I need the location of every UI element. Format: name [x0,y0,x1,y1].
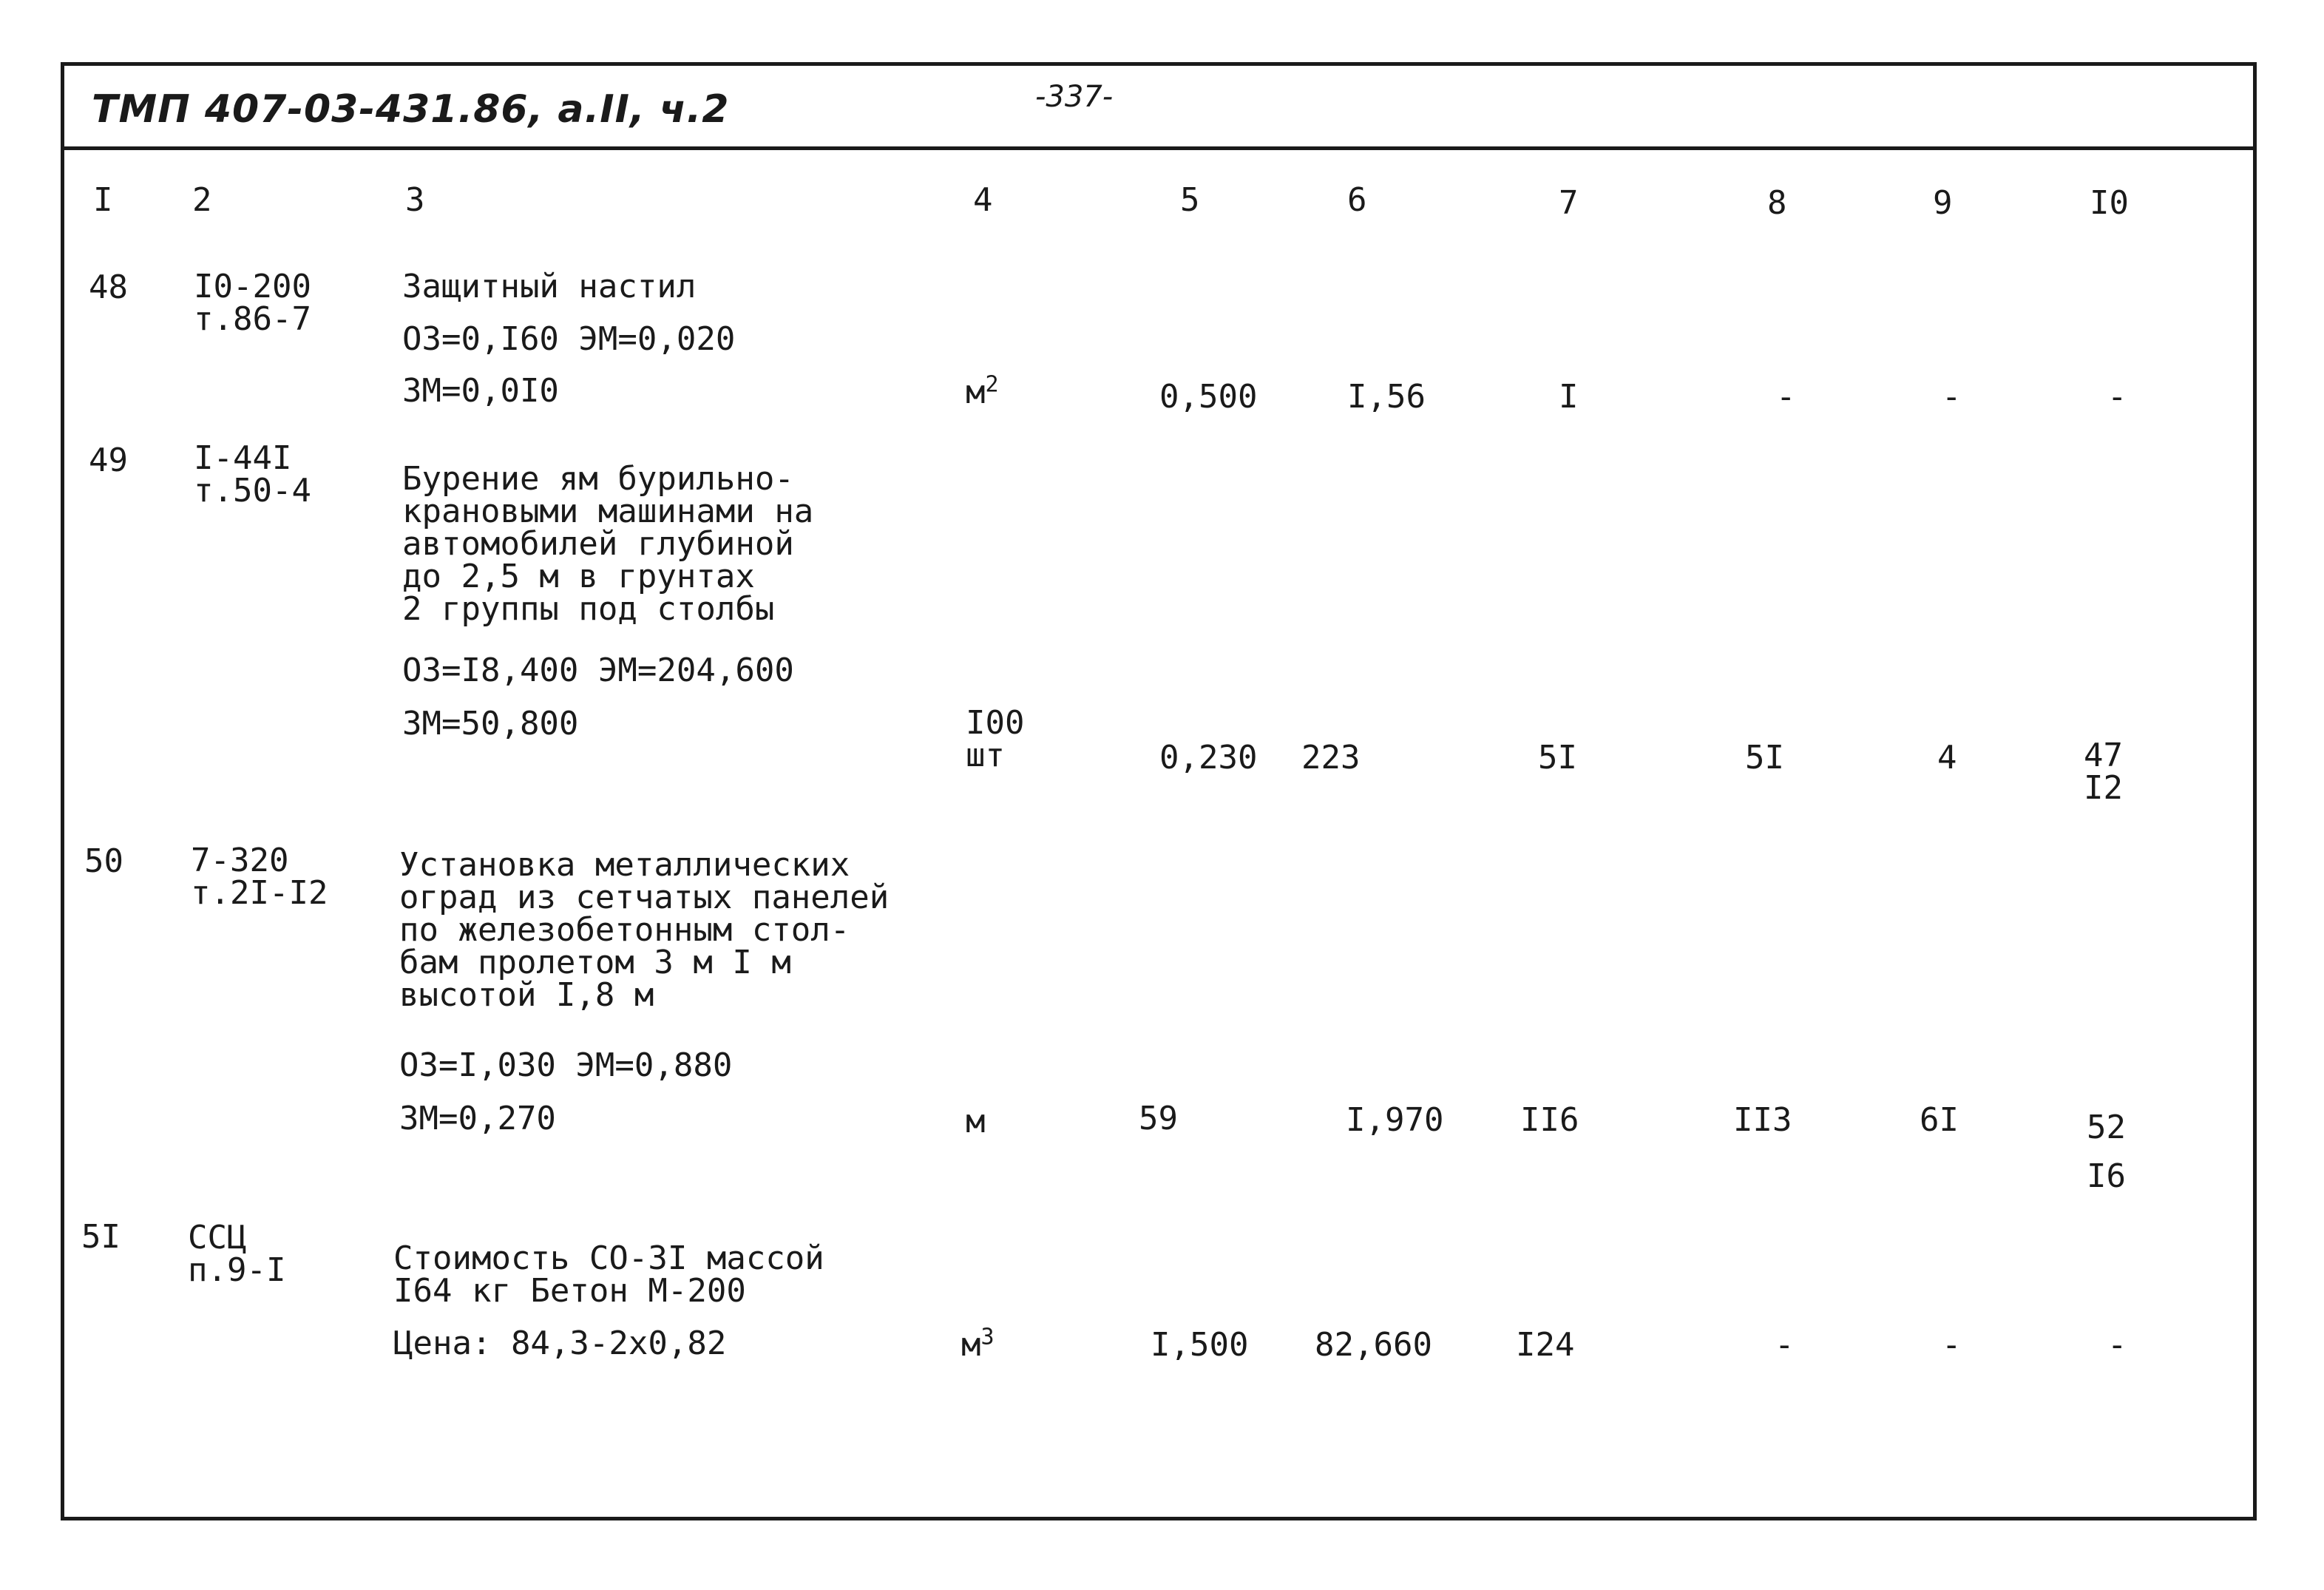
column-10-value: - [2107,378,2127,416]
wage-parameter: ЗМ=0,0I0 [402,372,559,410]
column-header-5: 5 [1180,181,1200,219]
unit-of-measure [966,371,999,411]
work-description: Защитный настил [402,268,697,305]
quantity: 0,500 [1159,378,1258,416]
work-description: Установка металлических оград из сетчатых панелей по железобетонным стол- бам пролетом 3 м I м высотой I,8 м [399,846,890,1014]
column-9-value: - [1942,378,1962,416]
page-frame [61,62,2257,1520]
norm-code: I0-200 т.86-7 [194,268,311,338]
norm-code: I-44I т.50-4 [194,439,311,510]
total-cost: 5I [1538,739,1577,777]
column-header-1: I [93,181,113,219]
quantity: 0,230 [1159,739,1258,777]
column-header-8: 8 [1767,184,1787,222]
column-header-7: 7 [1559,184,1579,222]
page-number: -337- [1035,80,1114,114]
unit-price: I,970 [1346,1101,1444,1139]
norm-code: ССЦ п.9-I [188,1219,286,1289]
labor-parameters: ОЗ=I,030 ЭМ=0,880 [399,1046,733,1084]
work-description: Бурение ям бурильно- крановыми машинами на автомобилей глубиной до 2,5 м в грунтах 2 группы под столбы [402,460,814,628]
unit-base: м [961,1326,981,1364]
unit-price: I,56 [1347,378,1426,416]
total-cost: II6 [1520,1101,1579,1139]
wage-parameter: ЗМ=0,270 [399,1100,556,1137]
unit-exponent: 2 [985,371,999,398]
unit-price: 223 [1301,739,1361,777]
unit-of-measure: I00 шт [966,704,1025,774]
unit-of-measure [961,1324,995,1364]
norm-code: 7-320 т.2I-I2 [191,842,328,912]
column-10-value: 47 I2 [2084,737,2123,807]
row-number: 5I [81,1218,121,1256]
labor-parameters: ОЗ=0,I60 ЭМ=0,020 [402,320,736,358]
header-divider [61,146,2257,150]
row-number: 50 [84,842,123,880]
column-header-4: 4 [973,181,993,219]
quantity: 59 [1139,1100,1178,1137]
column-10-value: - [2107,1326,2127,1364]
column-8-value: II3 [1733,1101,1792,1139]
column-header-9: 9 [1933,184,1953,222]
column-8-value: 5I [1745,739,1784,777]
column-header-3: 3 [405,181,425,219]
unit-price: 82,660 [1315,1326,1432,1364]
column-10-value: 52 I6 [2087,1109,2126,1195]
price-formula: Цена: 84,3-2х0,82 [393,1325,727,1362]
total-cost: I24 [1516,1326,1575,1364]
wage-parameter: ЗМ=50,800 [402,705,579,742]
row-number: 49 [89,442,128,479]
column-8-value: - [1775,1326,1795,1364]
total-cost: I [1559,378,1579,416]
unit-of-measure: м [966,1103,986,1140]
column-8-value: - [1776,378,1796,416]
column-9-value: - [1942,1326,1962,1364]
column-9-value: 6I [1920,1101,1959,1139]
row-number: 48 [89,268,128,306]
column-9-value: 4 [1937,739,1957,777]
quantity: I,500 [1151,1326,1249,1364]
column-header-10: I0 [2090,184,2129,222]
unit-exponent: 3 [980,1324,995,1350]
work-description: Стоимость СО-3I массой I64 кг Бетон М-200 [393,1239,824,1310]
column-header-6: 6 [1347,181,1367,219]
column-header-2: 2 [192,181,212,219]
labor-parameters: ОЗ=I8,400 ЭМ=204,600 [402,652,794,689]
unit-base: м [966,373,986,411]
document-code: ТМП 407-03-431.86, а.II, ч.2 [92,87,730,132]
